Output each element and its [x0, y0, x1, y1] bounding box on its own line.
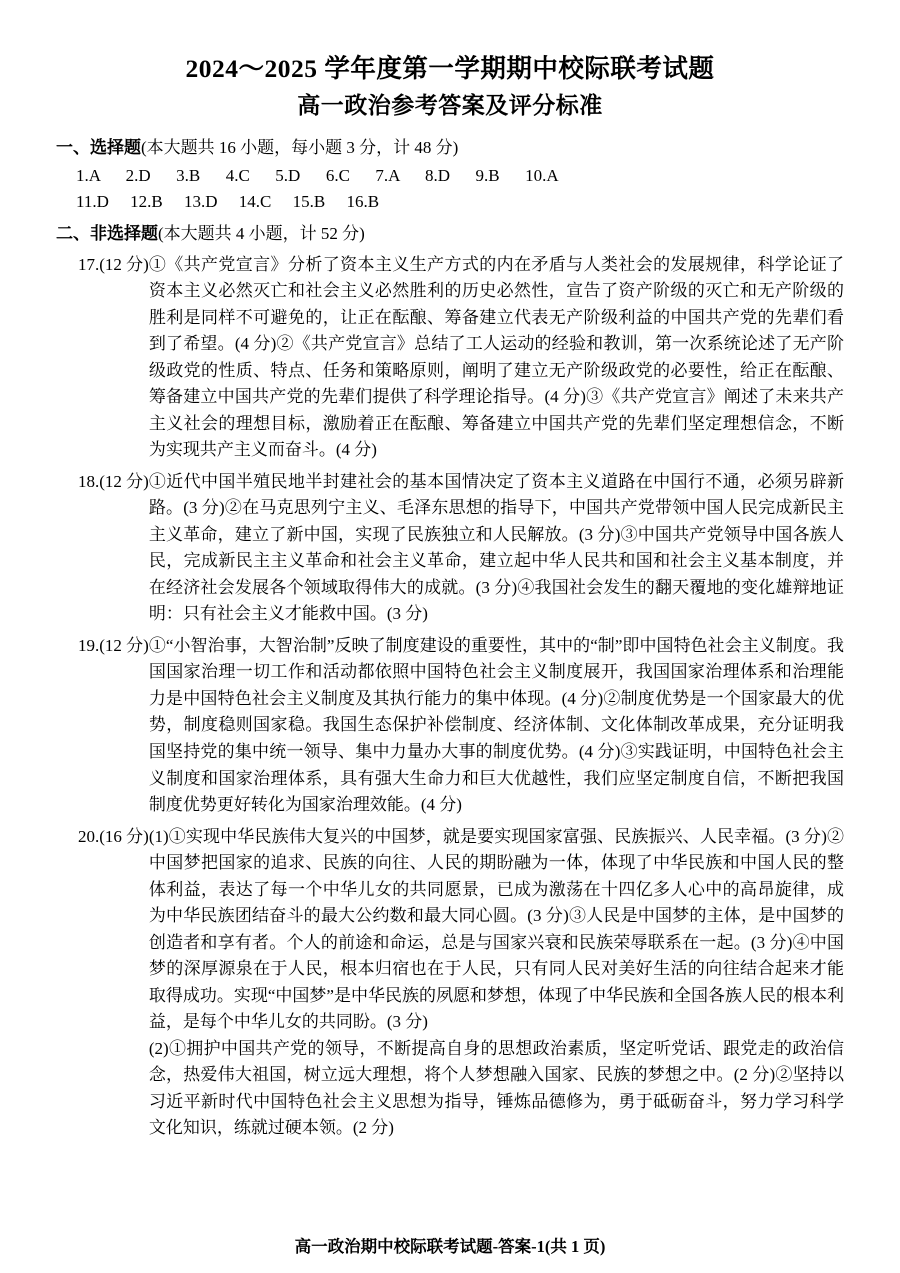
- answer-19-num-text: 19.: [78, 635, 100, 655]
- answer-item-17-number: [56, 252, 149, 464]
- answer-18-score: (12 分): [99, 471, 149, 491]
- answer-20-num-text: 20.: [78, 826, 100, 846]
- answer-20-paragraph-2: (2)①拥护中国共产党的领导，不断提高自身的思想政治素质，坚定听党话、跟党走的政治信念，热爱伟大祖国，树立远大理想，将个人梦想融入国家、民族的梦想之中。(2 分)②坚持以习近平新时代中国特色社会主义思想为指导，锤炼品德修为，勇于砥砺奋斗，努力学习科学文化知识，练就过硬本领。(2 分): [148, 1038, 844, 1138]
- answer-18-paragraph-1: ①近代中国半殖民地半封建社会的基本国情决定了资本主义道路在中国行不通，必须另辟新路。(3 分)②在马克思列宁主义、毛泽东思想的指导下，中国共产党带领中国人民完成新民主主义革命，建立了新中国，实现了民族独立和人民解放。(3 分)③中国共产党领导中国各族人民，完成新民主主义革命和社会主义革命，建立起中华人民共和国和社会主义基本制度，并在经济社会发展各个领域取得伟大的成就。(3 分)④我国社会发生的翻天覆地的变化雄辩地证明：只有社会主义才能救中国。(3 分): [148, 471, 844, 624]
- answer-item-18-number: [56, 469, 149, 628]
- answer-18-num-text: 18.: [78, 471, 100, 491]
- section-two-label: 二、非选择题: [56, 224, 158, 244]
- page-title: 2024～2025 学年度第一学期期中校际联考试题: [185, 54, 715, 83]
- multiple-choice-answers-row-2: 11.D 12.B 13.D 14.C 15.B 16.B: [76, 191, 380, 211]
- section-one-note: (本大题共 16 小题，每小题 3 分，计 48 分): [141, 138, 459, 158]
- page-subtitle: 高一政治参考答案及评分标准: [297, 93, 603, 119]
- page-footer: 高一政治期中校际联考试题-答案-1(共 1 页): [294, 1237, 606, 1256]
- answer-item-18: [56, 469, 844, 628]
- answer-item-20: [56, 824, 844, 1142]
- answer-item-20-number: [56, 824, 149, 1142]
- section-two-note: (本大题共 4 小题，计 52 分): [158, 224, 365, 244]
- answer-17-score: (12 分): [99, 254, 149, 274]
- section-one-heading: [56, 135, 844, 161]
- answer-item-20-body: [149, 824, 844, 1142]
- answer-19-score: (12 分): [99, 635, 149, 655]
- answer-item-18-body: [149, 469, 844, 628]
- section-one-label: 一、选择题: [56, 138, 141, 158]
- answer-item-17-body: [149, 252, 844, 464]
- section-two-heading: [56, 221, 844, 247]
- answer-item-19: [56, 633, 844, 819]
- answer-17-num-text: 17.: [78, 254, 100, 274]
- answer-19-paragraph-1: ①“小智治事，大智治制”反映了制度建设的重要性，其中的“制”即中国特色社会主义制度。我国国家治理一切工作和活动都依照中国特色社会主义制度展开，我国国家治理体系和治理能力是中国特色社会主义制度及其执行能力的集中体现。(4 分)②制度优势是一个国家最大的优势，制度稳则国家稳。我国生态保护补偿制度、经济体制、文化体制改革成果，充分证明我国坚持党的集中统一领导、集中力量办大事的制度优势。(4 分)③实践证明，中国特色社会主义制度和国家治理体系，具有强大生命力和巨大优越性，我们应坚定制度自信，不断把我国制度优势更好转化为国家治理效能。(4 分): [148, 635, 844, 815]
- answer-20-score: (16 分): [99, 826, 149, 846]
- answer-20-paragraph-1: (1)①实现中华民族伟大复兴的中国梦，就是要实现国家富强、民族振兴、人民幸福。(3 分)②中国梦把国家的追求、民族的向往、人民的期盼融为一体，体现了中华民族和中国人民的整体利益，表达了每一个中华儿女的共同愿景，已成为激荡在十四亿多人心中的高昂旋律，成为中华民族团结奋斗的最大公约数和最大同心圆。(3 分)③人民是中国梦的主体，是中国梦的创造者和享有者。个人的前途和命运，总是与国家兴衰和民族荣辱联系在一起。(3 分)④中国梦的深厚源泉在于人民，根本归宿也在于人民，只有同人民对美好生活的向往结合起来才能取得成功。实现“中国梦”是中华民族的夙愿和梦想，体现了中华民族和全国各族人民的根本利益，是每个中华儿女的共同盼。(3 分): [148, 826, 844, 1032]
- answer-item-17: [56, 252, 844, 464]
- answer-item-19-number: [56, 633, 149, 819]
- answer-item-19-body: [149, 633, 844, 819]
- answer-17-paragraph-1: ①《共产党宣言》分析了资本主义生产方式的内在矛盾与人类社会的发展规律，科学论证了资本主义必然灭亡和社会主义必然胜利的历史必然性，宣告了资产阶级的灭亡和无产阶级的胜利是同样不可避免的，让正在酝酿、筹备建立代表无产阶级利益的中国共产党的先辈们看到了希望。(4 分)②《共产党宣言》总结了工人运动的经验和教训，第一次系统论述了无产阶级政党的性质、特点、任务和策略原则，阐明了建立无产阶级政党的必要性，给正在酝酿、筹备建立中国共产党的先辈们提供了科学理论指导。(4 分)③《共产党宣言》阐述了未来共产主义社会的理想目标，激励着正在酝酿、筹备建立中国共产党的先辈们坚定理想信念，不断为实现共产主义而奋斗。(4 分): [148, 254, 844, 460]
- multiple-choice-answers-row-1: 1.A 2.D 3.B 4.C 5.D 6.C 7.A 8.D 9.B 10.A: [76, 165, 559, 185]
